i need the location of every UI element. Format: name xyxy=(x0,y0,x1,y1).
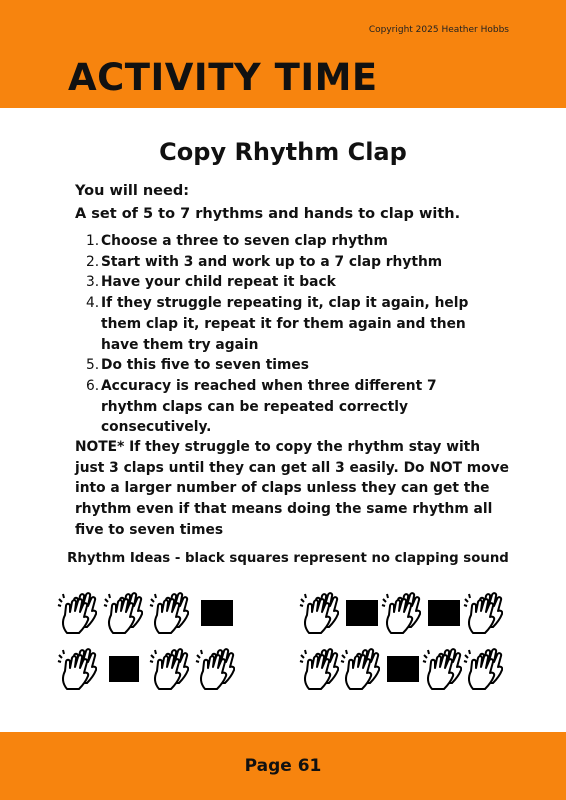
footer-band xyxy=(0,732,566,800)
clapping-hands-icon xyxy=(57,591,97,635)
rest-square xyxy=(428,600,460,626)
clapping-hands-icon xyxy=(463,591,503,635)
rest-square xyxy=(109,656,139,682)
step-item xyxy=(75,252,495,273)
header-band xyxy=(0,0,566,108)
note-paragraph: NOTE* If they struggle to copy the rhythm stay with just 3 claps until they can get all 3 easily. Do NOT move into a larger number of claps unless they can get the rhythm even if that means doing the same rhythm all five to seven times xyxy=(75,439,510,538)
rhythm-pattern-4 xyxy=(299,647,504,691)
clapping-hands-icon xyxy=(103,591,143,635)
clapping-hands-icon xyxy=(299,591,339,635)
copyright-text: Copyright 2025 Heather Hobbs xyxy=(368,25,509,35)
clapping-hands-icon xyxy=(299,647,339,691)
rest-square xyxy=(387,656,419,682)
step-number: 3. xyxy=(86,274,100,291)
rest-square xyxy=(201,600,233,626)
clapping-hands-icon xyxy=(149,591,189,635)
step-item xyxy=(75,272,495,293)
clapping-hands-icon xyxy=(340,647,380,691)
clapping-hands-icon xyxy=(57,647,97,691)
step-item xyxy=(75,376,495,438)
step-text: If they struggle repeating it, clap it again, help them clap it, repeat it for them again and then have them try again xyxy=(101,295,469,353)
clapping-hands-icon xyxy=(422,647,462,691)
rhythm-pattern-1 xyxy=(57,591,237,635)
step-number: 1. xyxy=(86,233,100,249)
step-number: 4. xyxy=(86,295,100,312)
rhythm-ideas-heading: Rhythm Ideas - black squares represent no clapping sound xyxy=(67,551,509,566)
steps-list xyxy=(75,231,495,438)
rhythm-pattern-2 xyxy=(299,591,504,635)
clapping-hands-icon xyxy=(195,647,235,691)
step-number: 5. xyxy=(86,357,100,374)
header-title: ACTIVITY TIME xyxy=(68,56,378,99)
activity-title: Copy Rhythm Clap xyxy=(159,138,407,166)
materials-section xyxy=(75,180,460,226)
step-number: 2. xyxy=(86,253,100,270)
step-number: 6. xyxy=(86,377,100,394)
step-item xyxy=(75,231,495,252)
step-item xyxy=(75,355,495,376)
materials-text: A set of 5 to 7 rhythms and hands to clap with. xyxy=(75,206,461,222)
step-text: Start with 3 and work up to a 7 clap rhythm xyxy=(101,253,443,270)
materials-heading: You will need: xyxy=(75,183,190,199)
clapping-hands-icon xyxy=(149,647,189,691)
step-text: Choose a three to seven clap rhythm xyxy=(101,233,388,249)
step-text: Accuracy is reached when three different 7 rhythm claps can be repeated correctly consecutively. xyxy=(101,377,437,436)
step-item xyxy=(75,293,495,355)
rhythm-pattern-3 xyxy=(57,647,237,691)
rest-square xyxy=(346,600,378,626)
clapping-hands-icon xyxy=(381,591,421,635)
step-text: Do this five to seven times xyxy=(101,357,309,374)
clapping-hands-icon xyxy=(463,647,503,691)
page-number: Page 61 xyxy=(244,756,322,776)
step-text: Have your child repeat it back xyxy=(101,274,336,291)
